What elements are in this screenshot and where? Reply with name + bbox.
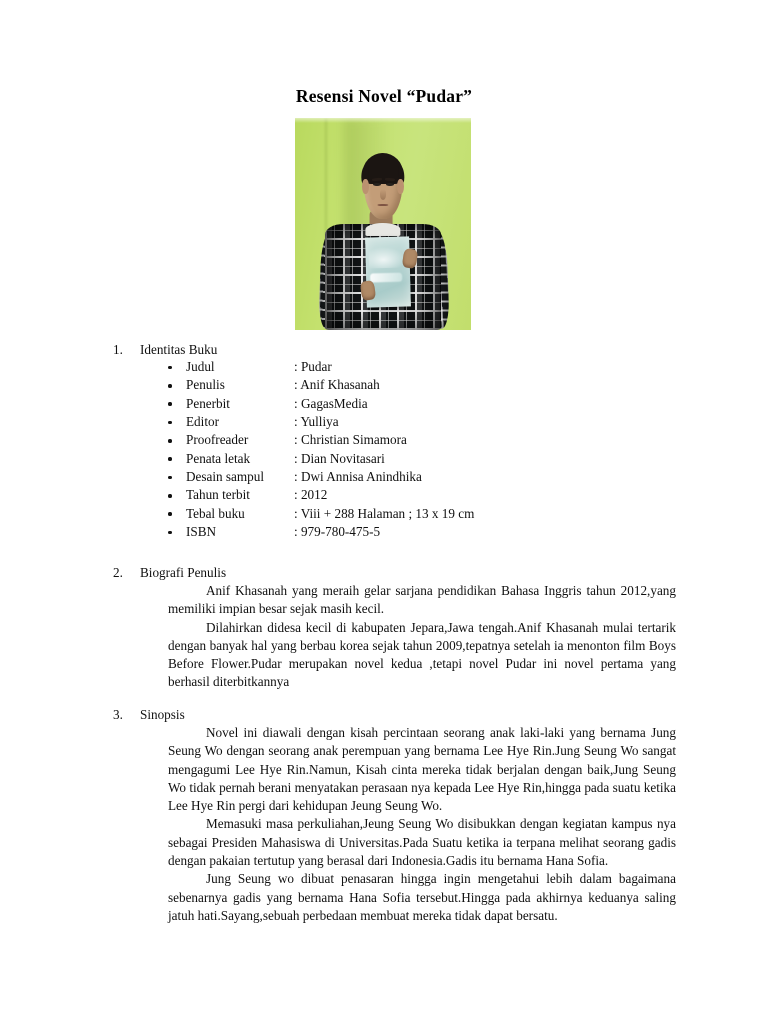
- list-item: [113, 450, 676, 468]
- section-number: 3.: [113, 707, 123, 722]
- list-item-label: Tebal buku: [186, 505, 245, 521]
- section-heading: [113, 564, 676, 581]
- section-biografi-penulis: [113, 564, 676, 692]
- list-item: [113, 468, 676, 486]
- bullet-icon: [168, 402, 172, 406]
- list-item: [113, 376, 676, 394]
- paragraph: Jung Seung wo dibuat penasaran hingga ingin mengetahui lebih dalam bagaimana sebenarnya gadis yang bernama Hana Sofia tersebut.Hingga pada akhirnya keduanya saling jatuh hati.Sayang,sebuah perbedaan membuat mereka tidak dapat bersatu.: [168, 871, 676, 923]
- list-item-value: : Christian Simamora: [294, 432, 407, 448]
- list-item-label: ISBN: [186, 524, 217, 540]
- section-number: 2.: [113, 565, 123, 580]
- paragraph: Dilahirkan didesa kecil di kabupaten Jepara,Jawa tengah.Anif Khasanah mulai tertarik dengan banyak hal yang berbau korea sejak tahun 2009,tepatnya setelah ia menonton film Boys Before Flower.Pudar merupakan novel kedua ,tetapi novel Pudar ini novel pertama yang berhasil diterbitkannya: [168, 619, 676, 690]
- section-identitas-buku: [113, 341, 676, 541]
- paragraph: Memasuki masa perkuliahan,Jeung Seung Wo disibukkan dengan kegiatan kampus nya sebagai Presiden Mahasiswa di Universitas.Pada Suatu ketika ia terpana melihat seorang gadis dengan pakaian tertutup yang berasal dari Indonesia.Gadis itu bernama Hana Sofia.: [168, 816, 676, 869]
- list-item-value: : Dwi Annisa Anindhika: [294, 469, 422, 485]
- person-left-eyebrow: [372, 177, 382, 181]
- list-item: [113, 413, 676, 431]
- list-item-value: : Yulliya: [294, 414, 339, 430]
- person-left-ear: [362, 179, 368, 194]
- page-title: Resensi Novel “Pudar”: [295, 86, 473, 106]
- list-item-value: : Pudar: [294, 359, 332, 374]
- list-item-label: Tahun terbit: [186, 487, 250, 503]
- list-item-label: Penerbit: [186, 395, 230, 411]
- book-cover-title: [371, 273, 403, 282]
- list-item-value: : Dian Novitasari: [294, 450, 385, 466]
- section-sinopsis: [113, 706, 676, 925]
- section-number: 1.: [113, 342, 123, 357]
- person-hair: [362, 153, 403, 184]
- list-item-label: Desain sampul: [186, 469, 265, 485]
- list-item: [113, 358, 676, 376]
- identitas-buku-list: [113, 358, 676, 541]
- person-right-ear: [397, 179, 403, 194]
- shirt-collar: [365, 223, 400, 236]
- photo-canvas: [295, 118, 471, 330]
- person-nose: [380, 189, 386, 200]
- list-item: [113, 431, 676, 449]
- list-item-value: : 979-780-475-5: [294, 524, 381, 540]
- bullet-icon: [168, 512, 172, 516]
- bullet-icon: [168, 421, 172, 425]
- photo-person: [295, 118, 471, 330]
- list-item: [113, 486, 676, 504]
- bullet-icon: [168, 531, 172, 535]
- list-item-value: : Anif Khasanah: [294, 377, 380, 393]
- list-item-value: : Viii + 288 Halaman ; 13 x 19 cm: [294, 505, 475, 521]
- biografi-paragraphs: [113, 582, 676, 692]
- bullet-icon: [168, 494, 172, 498]
- section-heading-label: Sinopsis: [140, 707, 185, 722]
- list-item-label: Penata letak: [186, 450, 251, 466]
- list-item-value: : GagasMedia: [294, 395, 368, 411]
- section-heading-label: Identitas Buku: [140, 342, 218, 357]
- list-item: [113, 523, 676, 541]
- bullet-icon: [168, 457, 172, 461]
- list-item: [113, 505, 676, 523]
- person-left-eye: [373, 183, 381, 186]
- paragraph: Novel ini diawali dengan kisah percintaan seorang anak laki-laki yang bernama Jung Seung Wo dengan seorang anak perempuan yang bernama Lee Hye Rin.Jung Seung Wo sangat mengagumi Lee Hye Rin.Namun, Kisah cinta mereka tidak berjalan dengan baik,Jung Seung Wo tidak pernah berani menyatakan perasaan nya kepada Lee Hye Rin,hingga pada suatu ketika Lee Hye Rin pergi dari kehidupan Jeung Seung Wo.: [168, 725, 676, 814]
- list-item-label: Proofreader: [186, 432, 249, 448]
- person-mouth: [377, 204, 388, 207]
- bullet-icon: [168, 476, 172, 480]
- list-item-label: Penulis: [186, 377, 225, 393]
- section-heading: [113, 341, 676, 358]
- bullet-icon: [168, 366, 172, 370]
- bullet-icon: [168, 439, 172, 443]
- book-cover-art: [368, 246, 405, 268]
- section-heading-label: Biografi Penulis: [140, 565, 227, 580]
- paragraph: Anif Khasanah yang meraih gelar sarjana pendidikan Bahasa Inggris tahun 2012,yang memiliki impian besar sejak masih kecil.: [168, 583, 676, 617]
- list-item-label: Editor: [186, 414, 219, 430]
- person-left-hand: [360, 280, 377, 301]
- person-right-eyebrow: [385, 177, 395, 181]
- list-item: [113, 395, 676, 413]
- list-item-label: Judul: [186, 359, 215, 374]
- sinopsis-paragraphs: [113, 724, 676, 925]
- author-photo: [295, 118, 471, 330]
- section-heading: [113, 706, 676, 723]
- bullet-icon: [168, 384, 172, 388]
- list-item-value: : 2012: [294, 487, 328, 503]
